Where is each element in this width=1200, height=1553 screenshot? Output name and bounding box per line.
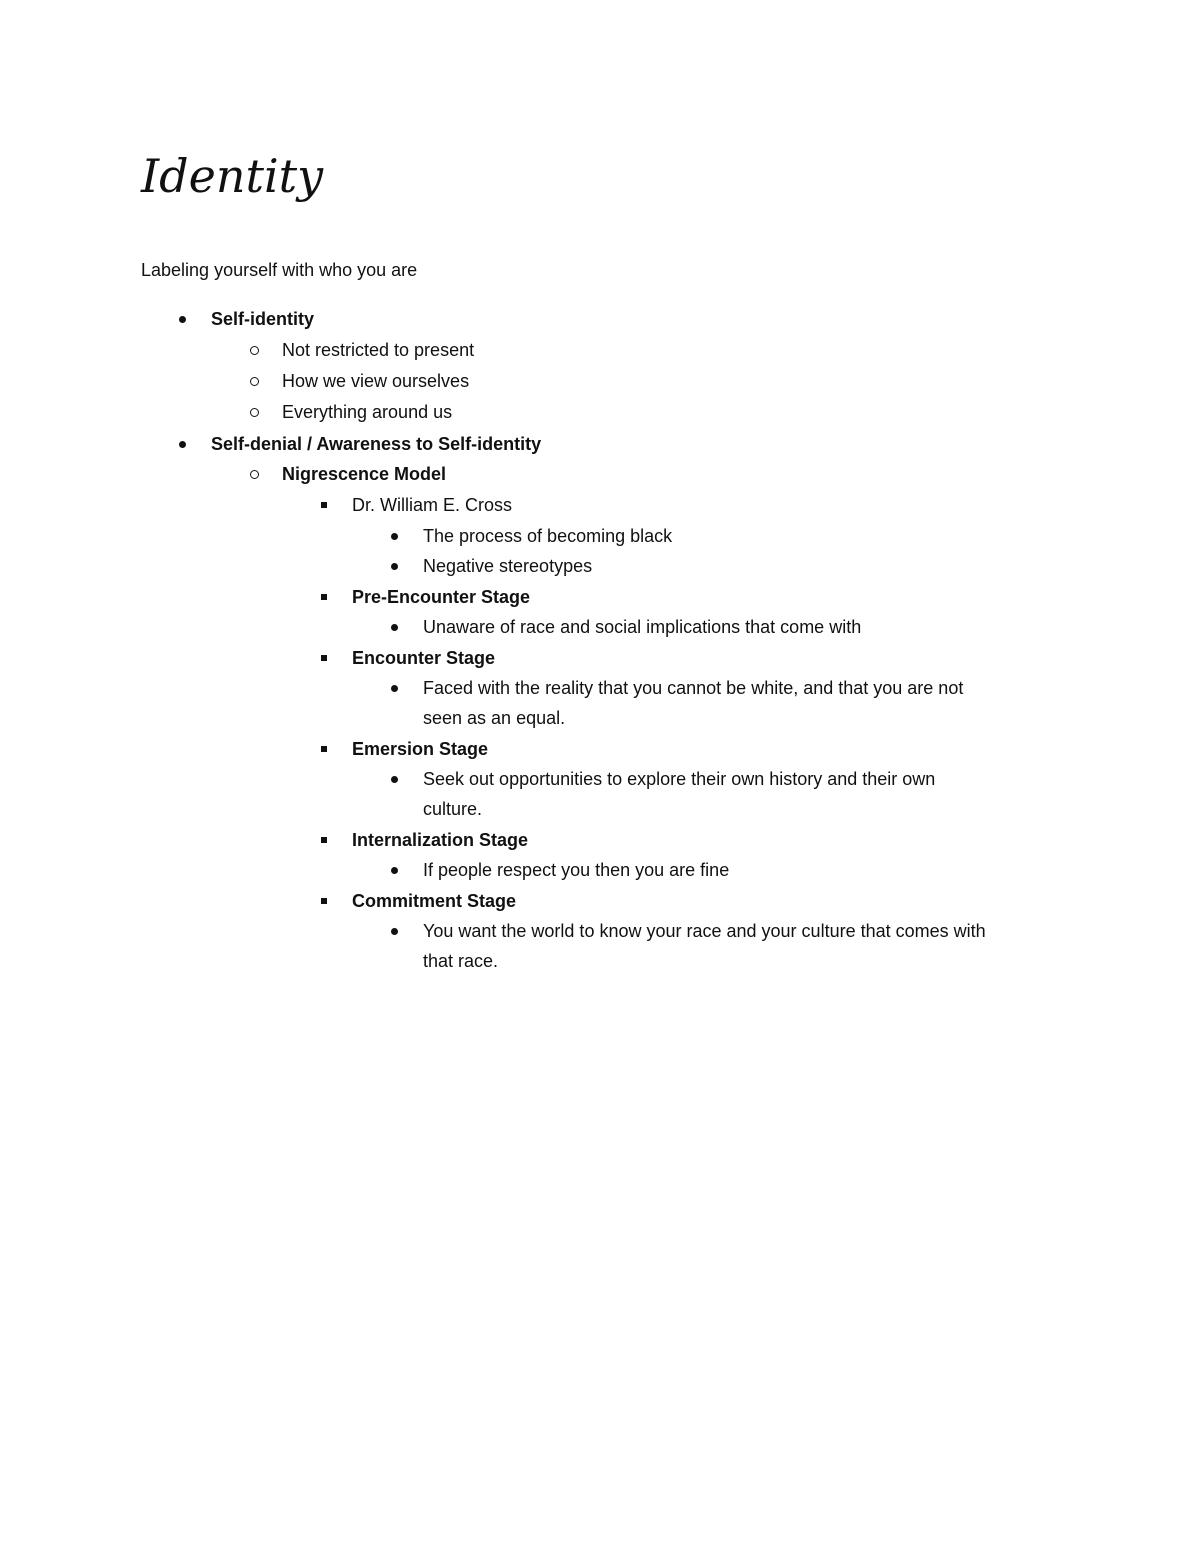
list-item (352, 737, 488, 761)
list-item (352, 828, 528, 852)
list-item-text: Dr. William E. Cross (352, 495, 513, 515)
list-item-text: Unaware of race and social implications that come with (423, 617, 862, 637)
list-item-text: Self-denial / Awareness to Self-identity (211, 434, 542, 454)
square-bullet-icon (317, 889, 331, 913)
list-item (211, 307, 314, 331)
list-item (423, 919, 986, 943)
circle-bullet-icon (247, 338, 261, 362)
list-item (352, 493, 512, 517)
list-item (423, 676, 963, 700)
list-item (423, 524, 672, 548)
bullet-icon (387, 554, 401, 578)
list-item (211, 432, 541, 456)
list-item (423, 767, 935, 791)
bullet-icon (387, 615, 401, 639)
list-item-text: You want the world to know your race and your culture that comes with (423, 921, 986, 941)
bullet-icon (387, 858, 401, 882)
list-item-text: Self-identity (211, 309, 315, 329)
list-item-text: Everything around us (282, 402, 453, 422)
circle-bullet-icon (247, 400, 261, 424)
list-item-text: Not restricted to present (282, 340, 475, 360)
list-item-text: Internalization Stage (352, 830, 529, 850)
list-item-text: seen as an equal. (423, 708, 566, 728)
list-item-continuation (423, 797, 482, 821)
list-item (352, 889, 516, 913)
list-item-text: Pre-Encounter Stage (352, 587, 531, 607)
circle-bullet-icon (247, 369, 261, 393)
list-item (282, 369, 469, 393)
bullet-icon (387, 767, 401, 791)
list-item-text: Encounter Stage (352, 648, 496, 668)
list-item (282, 462, 446, 486)
circle-bullet-icon (247, 462, 261, 486)
square-bullet-icon (317, 585, 331, 609)
intro-paragraph: Labeling yourself with who you are (141, 260, 418, 280)
bullet-icon (387, 919, 401, 943)
list-item-text: Commitment Stage (352, 891, 517, 911)
bullet-icon (387, 524, 401, 548)
list-item (282, 338, 474, 362)
square-bullet-icon (317, 737, 331, 761)
list-item-text: culture. (423, 799, 483, 819)
page-title: Identity (141, 149, 324, 203)
list-item (423, 858, 729, 882)
list-item-text: Emersion Stage (352, 739, 489, 759)
square-bullet-icon (317, 493, 331, 517)
list-item (352, 646, 495, 670)
list-item-text: Nigrescence Model (282, 464, 447, 484)
list-item-text: Negative stereotypes (423, 556, 593, 576)
list-item-continuation (423, 706, 565, 730)
bullet-icon (175, 432, 189, 456)
list-item-text: How we view ourselves (282, 371, 470, 391)
square-bullet-icon (317, 828, 331, 852)
list-item-text: If people respect you then you are fine (423, 860, 730, 880)
bullet-icon (387, 676, 401, 700)
list-item (282, 400, 452, 424)
list-item (352, 585, 530, 609)
list-item (423, 554, 592, 578)
list-item-continuation (423, 949, 498, 973)
list-item-text: Seek out opportunities to explore their own history and their own (423, 769, 936, 789)
list-item-text: that race. (423, 951, 499, 971)
square-bullet-icon (317, 646, 331, 670)
list-item-text: The process of becoming black (423, 526, 673, 546)
list-item-text: Faced with the reality that you cannot be white, and that you are not (423, 678, 964, 698)
list-item (423, 615, 861, 639)
bullet-icon (175, 307, 189, 331)
